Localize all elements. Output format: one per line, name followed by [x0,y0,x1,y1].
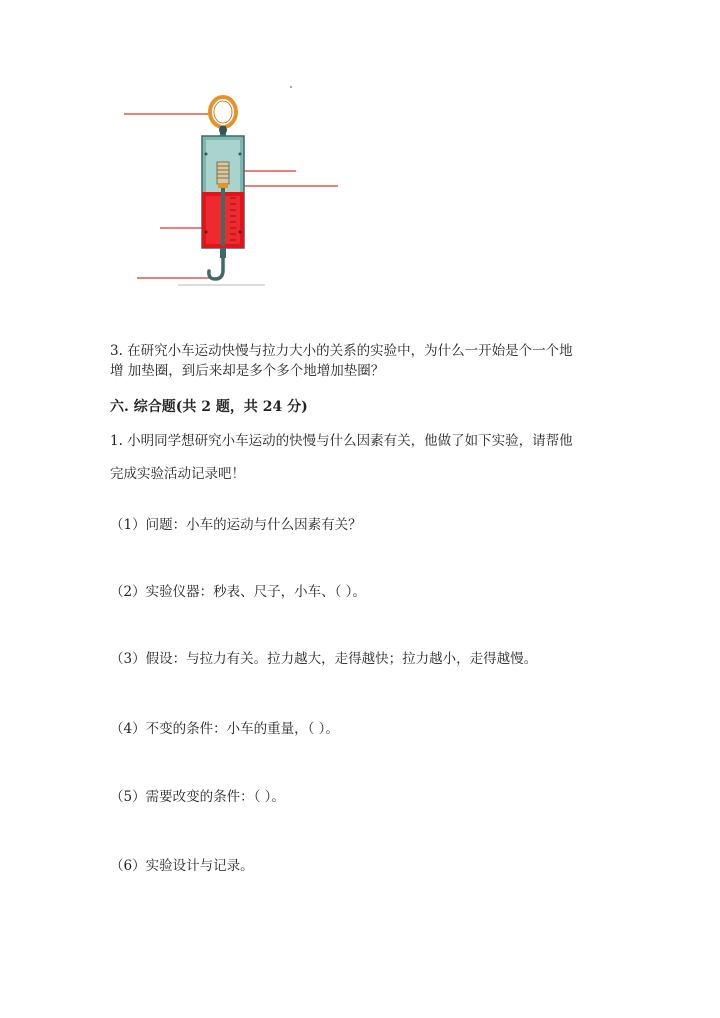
question1-item-5: （5）需要改变的条件：（ ）。 [110,789,285,805]
spring-scale-figure [110,80,370,300]
question1-item-1: （1）问题：小车的运动与什么因素有关？ [110,517,362,533]
question1-item-4: （4）不变的条件：小车的重量，（ ）。 [110,721,339,737]
screw-bottom-right [239,231,242,234]
question1-item-3: （3）假设：与拉力有关。拉力越大，走得越快；拉力越小，走得越慢。 [110,651,538,667]
screw-bottom-left [205,231,208,234]
question1-line1: 1. 小明同学想研究小车运动的快慢与什么因素有关，他做了如下实验，请帮他 [110,433,573,449]
ring-connector-knob [219,126,227,134]
ring-icon [210,97,236,127]
hook-icon [209,248,226,279]
section6-title: 六. 综合题(共 2 题，共 24 分) [110,399,308,415]
question1-item-2: （2）实验仪器：秒表、尺子，小车、（ ）。 [110,584,366,600]
question3-line1: 3. 在研究小车运动快慢与拉力大小的关系的实验中，为什么一开始是个一个地 [110,343,573,359]
screw-top-right [239,153,242,156]
spring-icon [217,162,229,188]
stray-dot [290,86,292,88]
question1-line2: 完成实验活动记录吧！ [110,466,245,482]
question1-item-6: （6）实验设计与记录。 [110,858,254,874]
spring-rod [221,188,225,246]
question3-line2: 增 加垫圈，到后来却是多个多个地增加垫圈？ [110,363,385,379]
screw-top-left [205,153,208,156]
